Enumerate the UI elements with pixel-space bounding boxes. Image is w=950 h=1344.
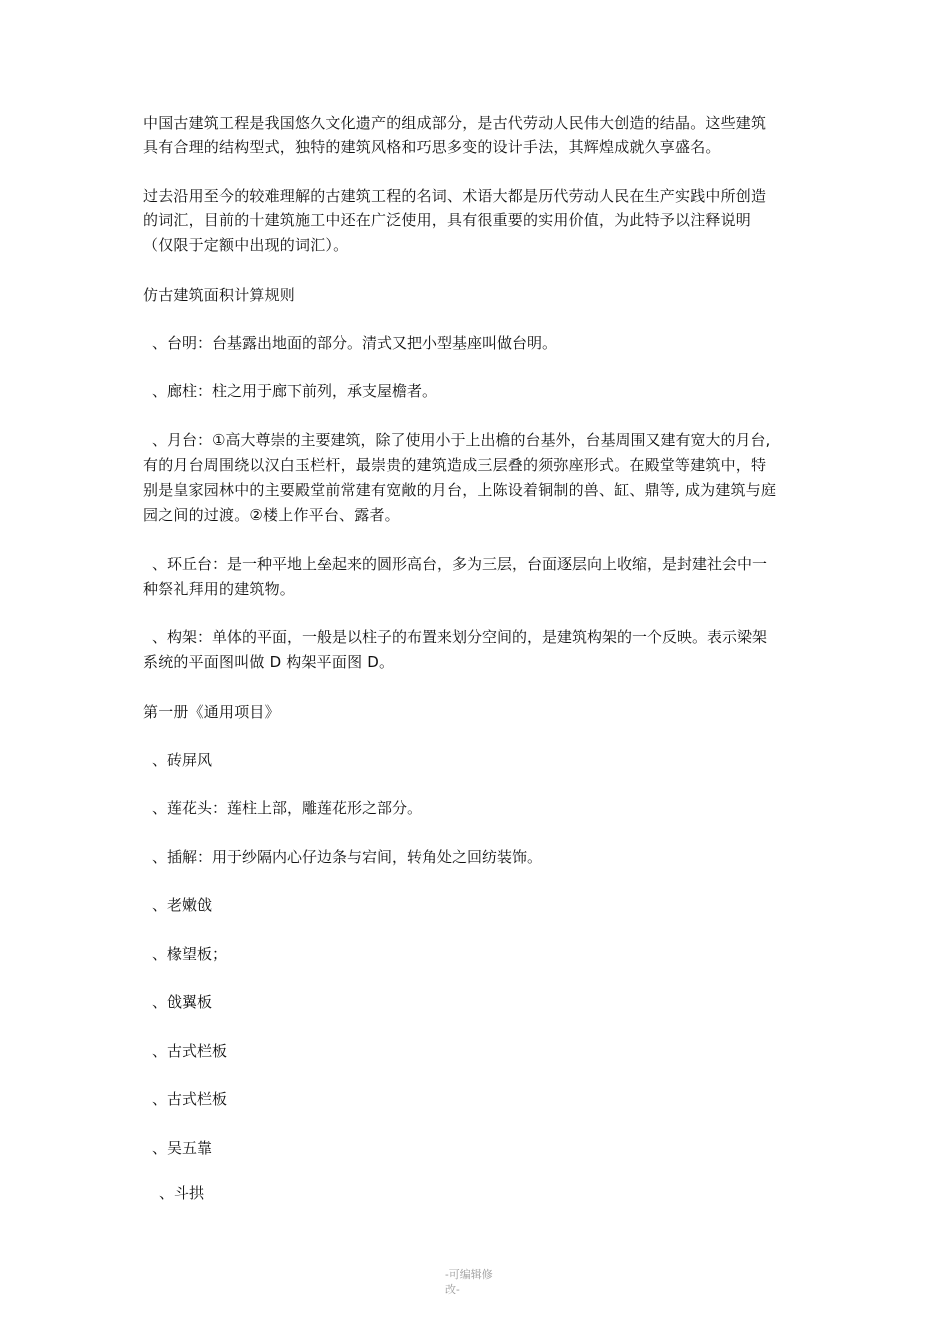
list-item: 、插解：用于纱隔内心仔边条与宕间，转角处之回纺装饰。 <box>152 848 543 866</box>
intro-paragraph-1-line-1: 中国古建筑工程是我国悠久文化遗产的组成部分，是古代劳动人民伟大创造的结晶。这些建筑 <box>143 114 767 132</box>
intro-paragraph-2-line-1: 过去沿用至今的较难理解的古建筑工程的名词、术语大都是历代劳动人民在生产实践中所创造 <box>143 187 767 205</box>
list-item-yuetai-line-3: 别是皇家园林中的主要殿堂前常建有宽敞的月台，上陈设着铜制的兽、缸、鼎等, 成为建筑与庭 <box>143 481 777 499</box>
intro-paragraph-2-line-3: （仅限于定额中出现的词汇）。 <box>143 236 349 254</box>
list-item-yuetai-line-1: 、月台：①高大尊崇的主要建筑，除了使用小于上出檐的台基外，台基周围又建有宽大的月台, <box>152 431 771 449</box>
list-item: 、斗拱 <box>159 1184 205 1202</box>
intro-paragraph-2-line-2: 的词汇，目前的十建筑施工中还在广泛使用，具有很重要的实用价值，为此特予以注释说明 <box>143 211 752 229</box>
list-item-goujia-line-1: 、构架：单体的平面，一般是以柱子的布置来划分空间的，是建筑构架的一个反映。表示梁架 <box>152 628 768 646</box>
list-item-huanqiutai-line-1: 、环丘台：是一种平地上垒起来的圆形高台，多为三层，台面逐层向上收缩，是封建社会中一 <box>152 555 768 573</box>
list-item-langzhu: 、廊柱：柱之用于廊下前列，承支屋檐者。 <box>152 382 438 400</box>
list-item-huanqiutai-line-2: 种祭礼拜用的建筑物。 <box>143 580 296 598</box>
footer-note-line-1: -可编辑修 <box>445 1268 493 1281</box>
list-item: 、老嫩戗 <box>152 896 213 914</box>
list-item-goujia-line-2: 系统的平面图叫做 D 构架平面图 D。 <box>143 653 395 671</box>
list-item: 、吴五靠 <box>152 1139 213 1157</box>
footer-note-line-2: 改- <box>445 1283 460 1296</box>
list-item-taiming: 、台明：台基露出地面的部分。清式又把小型基座叫做台明。 <box>152 334 558 352</box>
list-item-yuetai-line-2: 有的月台周围绕以汉白玉栏杆，最崇贵的建筑造成三层叠的须弥座形式。在殿堂等建筑中，特 <box>143 456 767 474</box>
list-item: 、砖屏风 <box>152 751 213 769</box>
list-item: 、古式栏板 <box>152 1090 228 1108</box>
section-heading-area-rules: 仿古建筑面积计算规则 <box>143 286 296 304</box>
list-item: 、莲花头：莲柱上部，雕莲花形之部分。 <box>152 799 423 817</box>
list-item: 、戗翼板 <box>152 993 213 1011</box>
intro-paragraph-1-line-2: 具有合理的结构型式，独特的建筑风格和巧思多变的设计手法，其辉煌成就久享盛名。 <box>143 138 721 156</box>
list-item: 、椽望板； <box>152 945 228 963</box>
list-item-yuetai-line-4: 园之间的过渡。②楼上作平台、露者。 <box>143 506 400 524</box>
list-item: 、古式栏板 <box>152 1042 228 1060</box>
section-heading-volume-one: 第一册《通用项目》 <box>143 703 280 721</box>
